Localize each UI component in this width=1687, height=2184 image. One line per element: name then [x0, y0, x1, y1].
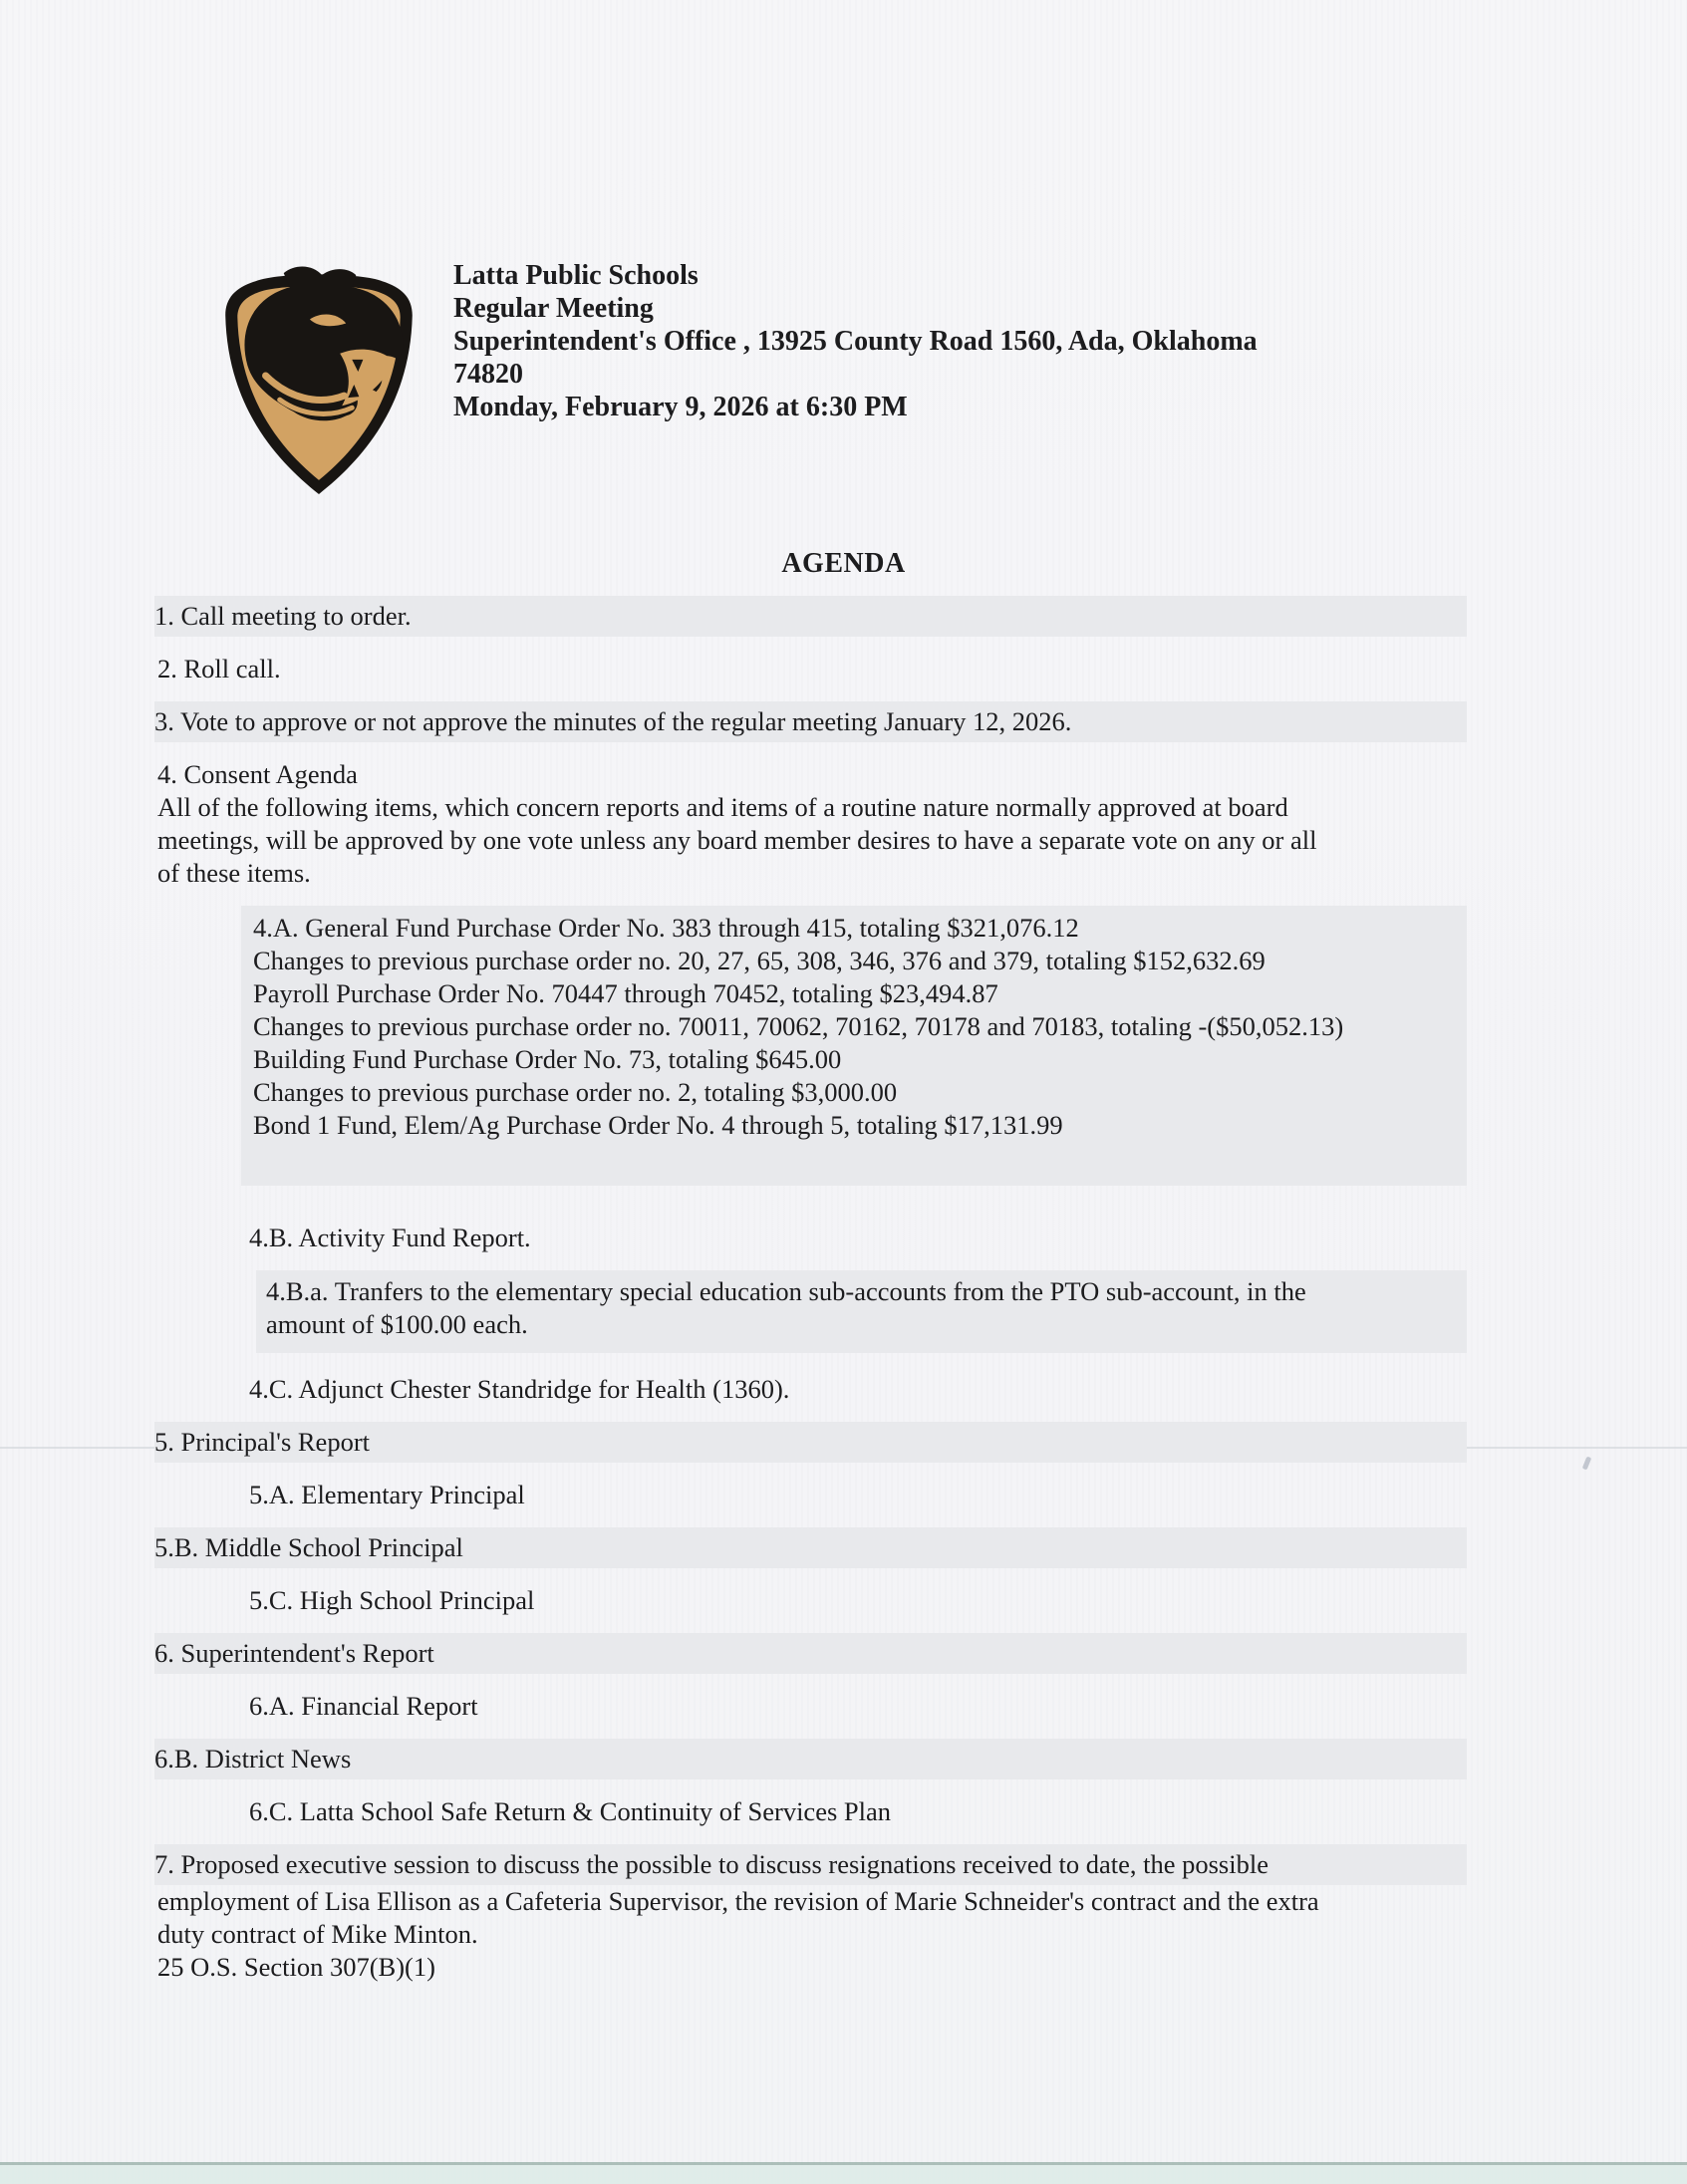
agenda-row — [154, 824, 1470, 857]
agenda-row — [154, 1422, 1467, 1463]
meeting-location: Superintendent's Office , 13925 County Road 1560, Ada, Oklahoma — [453, 326, 1258, 357]
agenda-row-text: 1. Call meeting to order. — [154, 601, 412, 631]
agenda-row — [154, 758, 1470, 791]
agenda-row — [154, 1844, 1467, 1885]
item-6A — [0, 1690, 1687, 1723]
item-6 — [0, 1633, 1687, 1674]
agenda-row — [256, 1308, 1467, 1341]
item-3 — [0, 701, 1687, 742]
agenda-row-text: of these items. — [157, 858, 311, 888]
item-7 — [0, 1844, 1687, 1984]
item-4Ba-highlight-block — [256, 1270, 1467, 1353]
agenda-row — [241, 945, 1467, 977]
agenda-row-text: 4.A. General Fund Purchase Order No. 383 through 415, totaling $321,076.12 — [253, 913, 1079, 943]
agenda-row-text: 7. Proposed executive session to discuss the possible to discuss resignations received to date, the possible — [154, 1849, 1268, 1879]
agenda-row-text: employment of Lisa Ellison as a Cafeteria Supervisor, the revision of Marie Schneider's contract and the extra — [157, 1886, 1319, 1916]
item-4Ba — [0, 1270, 1687, 1353]
agenda-row-text: amount of $100.00 each. — [266, 1309, 528, 1339]
item-5 — [0, 1422, 1687, 1463]
agenda-row — [154, 1479, 1561, 1511]
agenda-row-text: Bond 1 Fund, Elem/Ag Purchase Order No. 4 through 5, totaling $17,131.99 — [253, 1110, 1063, 1140]
agenda-row-text: Payroll Purchase Order No. 70447 through 70452, totaling $23,494.87 — [253, 978, 998, 1008]
item-4 — [0, 758, 1687, 890]
agenda-row — [241, 977, 1467, 1010]
agenda-row-text: 5.B. Middle School Principal — [154, 1532, 463, 1562]
agenda-row-text: 6.B. District News — [154, 1744, 352, 1774]
agenda-row-text: duty contract of Mike Minton. — [157, 1919, 478, 1949]
agenda-row-text: Changes to previous purchase order no. 70011, 70062, 70162, 70178 and 70183, totaling -($50,052.13) — [253, 1011, 1344, 1041]
item-5C — [0, 1584, 1687, 1617]
item-5B — [0, 1527, 1687, 1568]
agenda-row-text: 4.C. Adjunct Chester Standridge for Health (1360). — [249, 1374, 790, 1404]
agenda-row-text: 4. Consent Agenda — [157, 759, 358, 789]
agenda-row-text: 4.B. Activity Fund Report. — [249, 1223, 531, 1252]
agenda-row-text: 6. Superintendent's Report — [154, 1638, 434, 1668]
item-4A-highlight-block — [241, 906, 1467, 1186]
agenda-row-text: 2. Roll call. — [157, 654, 281, 683]
meeting-datetime: Monday, February 9, 2026 at 6:30 PM — [453, 392, 908, 422]
item-4A — [0, 906, 1687, 1186]
agenda-row-text: 5. Principal's Report — [154, 1427, 371, 1457]
item-5A — [0, 1479, 1687, 1511]
agenda-row-text: Changes to previous purchase order no. 2, totaling $3,000.00 — [253, 1077, 898, 1107]
agenda-row — [154, 1951, 1470, 1984]
agenda-row — [154, 1739, 1467, 1779]
agenda-row — [154, 701, 1467, 742]
agenda-row — [154, 1584, 1561, 1617]
agenda-row — [154, 791, 1470, 824]
agenda-row-text: meetings, will be approved by one vote unless any board member desires to have a separate vote on any or all — [157, 825, 1317, 855]
agenda-row-text: Building Fund Purchase Order No. 73, totaling $645.00 — [253, 1044, 842, 1074]
item-6C — [0, 1795, 1687, 1828]
meeting-location-zip: 74820 — [453, 359, 523, 390]
item-1 — [0, 596, 1687, 637]
agenda-row-text: 5.C. High School Principal — [249, 1585, 535, 1615]
agenda-row — [241, 912, 1467, 945]
agenda-row — [256, 1275, 1467, 1308]
agenda-list — [0, 596, 1687, 2000]
panther-shield-logo-icon — [211, 257, 426, 498]
agenda-row-text: 25 O.S. Section 307(B)(1) — [157, 1952, 435, 1982]
item-2 — [0, 653, 1687, 685]
agenda-row — [154, 1222, 1561, 1254]
agenda-row-text: 4.B.a. Tranfers to the elementary special education sub-accounts from the PTO sub-account, in the — [266, 1276, 1306, 1306]
agenda-row — [241, 1043, 1467, 1076]
agenda-row — [154, 596, 1467, 637]
item-6B — [0, 1739, 1687, 1779]
agenda-row-text: Changes to previous purchase order no. 20, 27, 65, 308, 346, 376 and 379, totaling $152,632.69 — [253, 946, 1265, 975]
item-4C — [0, 1373, 1687, 1406]
agenda-row — [154, 1885, 1470, 1918]
agenda-row-text: 6.C. Latta School Safe Return & Continuity of Services Plan — [249, 1796, 892, 1826]
agenda-row-text: All of the following items, which concern reports and items of a routine nature normally approved at board — [157, 792, 1288, 822]
scan-bottom-edge — [0, 2162, 1687, 2184]
agenda-row — [241, 1010, 1467, 1043]
agenda-row-text: 3. Vote to approve or not approve the minutes of the regular meeting January 12, 2026. — [154, 706, 1072, 736]
page-title: AGENDA — [781, 548, 906, 579]
agenda-row — [154, 1527, 1467, 1568]
agenda-row — [154, 1795, 1561, 1828]
agenda-row — [154, 857, 1470, 890]
agenda-row-text: 5.A. Elementary Principal — [249, 1480, 525, 1509]
meeting-header — [453, 259, 1410, 423]
school-name: Latta Public Schools — [453, 260, 699, 291]
agenda-row — [154, 1633, 1467, 1674]
agenda-row — [154, 653, 1470, 685]
item-4B — [0, 1222, 1687, 1254]
agenda-row — [241, 1109, 1467, 1142]
agenda-row-text: 6.A. Financial Report — [249, 1691, 478, 1721]
agenda-row — [241, 1076, 1467, 1109]
agenda-row — [154, 1373, 1561, 1406]
meeting-type: Regular Meeting — [453, 293, 654, 324]
agenda-row — [154, 1690, 1561, 1723]
agenda-row — [154, 1918, 1470, 1951]
